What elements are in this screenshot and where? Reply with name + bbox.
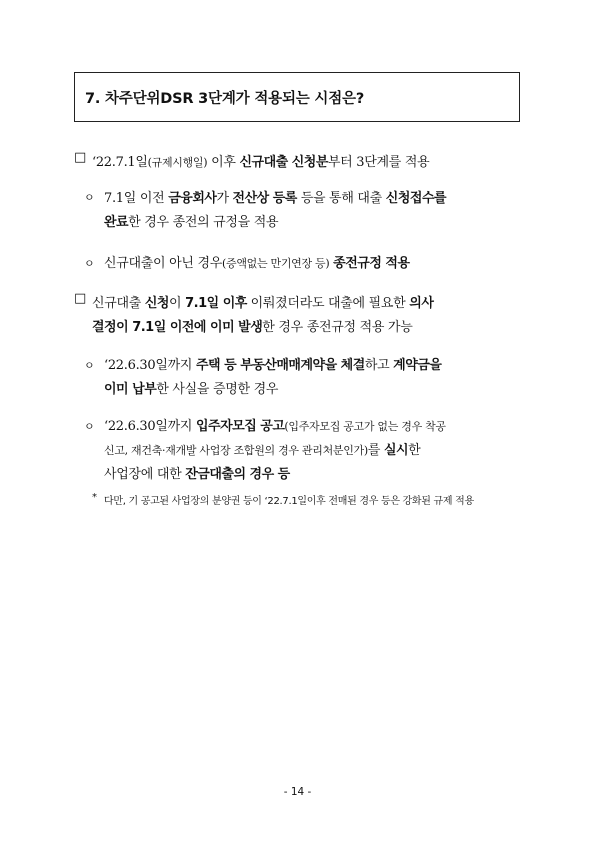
page-number: - 14 -: [283, 786, 312, 798]
text: ‘22.6.30일까지: [104, 419, 196, 434]
text-bold: 주택 등 부동산매매계약을 체결: [195, 358, 365, 373]
text-bold: 완료: [104, 215, 129, 230]
text: (입주자모집 공고가 없는 경우 착공: [284, 420, 446, 433]
block1-line: [92, 151, 429, 170]
text-bold: 7.1일 이후: [185, 296, 247, 311]
text-bold: 종전규정 적용: [333, 256, 410, 271]
text-bold: 이미 납부: [104, 382, 157, 397]
item4-line3: [104, 463, 290, 482]
text-bold: 잔금대출의 경우 등: [185, 467, 290, 482]
text: 이후: [207, 155, 240, 170]
text: 7.1일 이전: [104, 191, 169, 206]
text: ‘22.6.30일까지: [104, 358, 196, 373]
text-bold: 계약금을: [393, 358, 442, 373]
item4-line1: [104, 415, 446, 434]
text: 한 경우 종전의 규정을 적용: [128, 215, 279, 230]
text: 한 경우 종전규정 적용 가능: [262, 320, 413, 335]
square-bullet-icon: □: [74, 150, 87, 165]
text-bold: 전산상 등록: [232, 191, 297, 206]
text-bold: 의사: [409, 296, 434, 311]
text-bold: 입주자모집 공고: [195, 419, 285, 434]
text-bold: 금융회사: [168, 191, 217, 206]
text: (증액없는 만기연장 등): [222, 257, 330, 270]
item1-line2: [104, 211, 278, 230]
text: 사업장에 대한: [104, 467, 186, 482]
block2-line2: [92, 316, 412, 335]
text: 신규대출: [92, 296, 145, 311]
text-bold: 신규대출 신청분: [239, 155, 328, 170]
text: 이뤄졌더라도 대출에 필요한: [246, 296, 410, 311]
footnote-text: 다만, 기 공고된 사업장의 분양권 등이 ‘22.7.1일이후 전매된 경우 등은 강화된 규제 적용: [104, 496, 474, 507]
section-title-box: [74, 72, 520, 122]
text: 하고: [364, 358, 394, 373]
circle-bullet-icon: ㅇ: [84, 257, 95, 270]
text: 등을 통해 대출: [296, 191, 386, 206]
circle-bullet-icon: ㅇ: [84, 191, 95, 204]
text-bold: 신청: [144, 296, 169, 311]
text: ‘22.7.1일: [92, 155, 148, 170]
text: 가: [216, 191, 233, 206]
circle-bullet-icon: ㅇ: [84, 359, 95, 372]
section-title: 7. 차주단위DSR 3단계가 적용되는 시점은?: [85, 91, 365, 107]
square-bullet-icon: □: [74, 291, 87, 306]
note-asterisk: *: [92, 492, 97, 503]
text: 이: [169, 296, 186, 311]
text: 한: [408, 443, 421, 458]
text-bold: 결정이 7.1일 이전에 이미 발생: [92, 320, 263, 335]
circle-bullet-icon: ㅇ: [84, 420, 95, 433]
text: 한 사실을 증명한 경우: [156, 382, 279, 397]
item2-line: [104, 252, 410, 271]
item4-line2: [104, 439, 420, 458]
item3-line2: [104, 378, 278, 397]
text: 신규대출이 아닌 경우: [104, 256, 222, 271]
text: 부터 3단계를 적용: [327, 155, 430, 170]
text: 신고, 재건축·재개발 사업장 조합원의 경우 관리처분인가): [104, 444, 368, 457]
text: (규제시행일): [147, 156, 208, 169]
item1-line1: [104, 187, 446, 206]
text: 를: [367, 443, 384, 458]
block2-line1: [92, 292, 433, 311]
item3-line1: [104, 354, 441, 373]
text-bold: 신청접수를: [385, 191, 447, 206]
text-bold: 실시: [383, 443, 409, 458]
